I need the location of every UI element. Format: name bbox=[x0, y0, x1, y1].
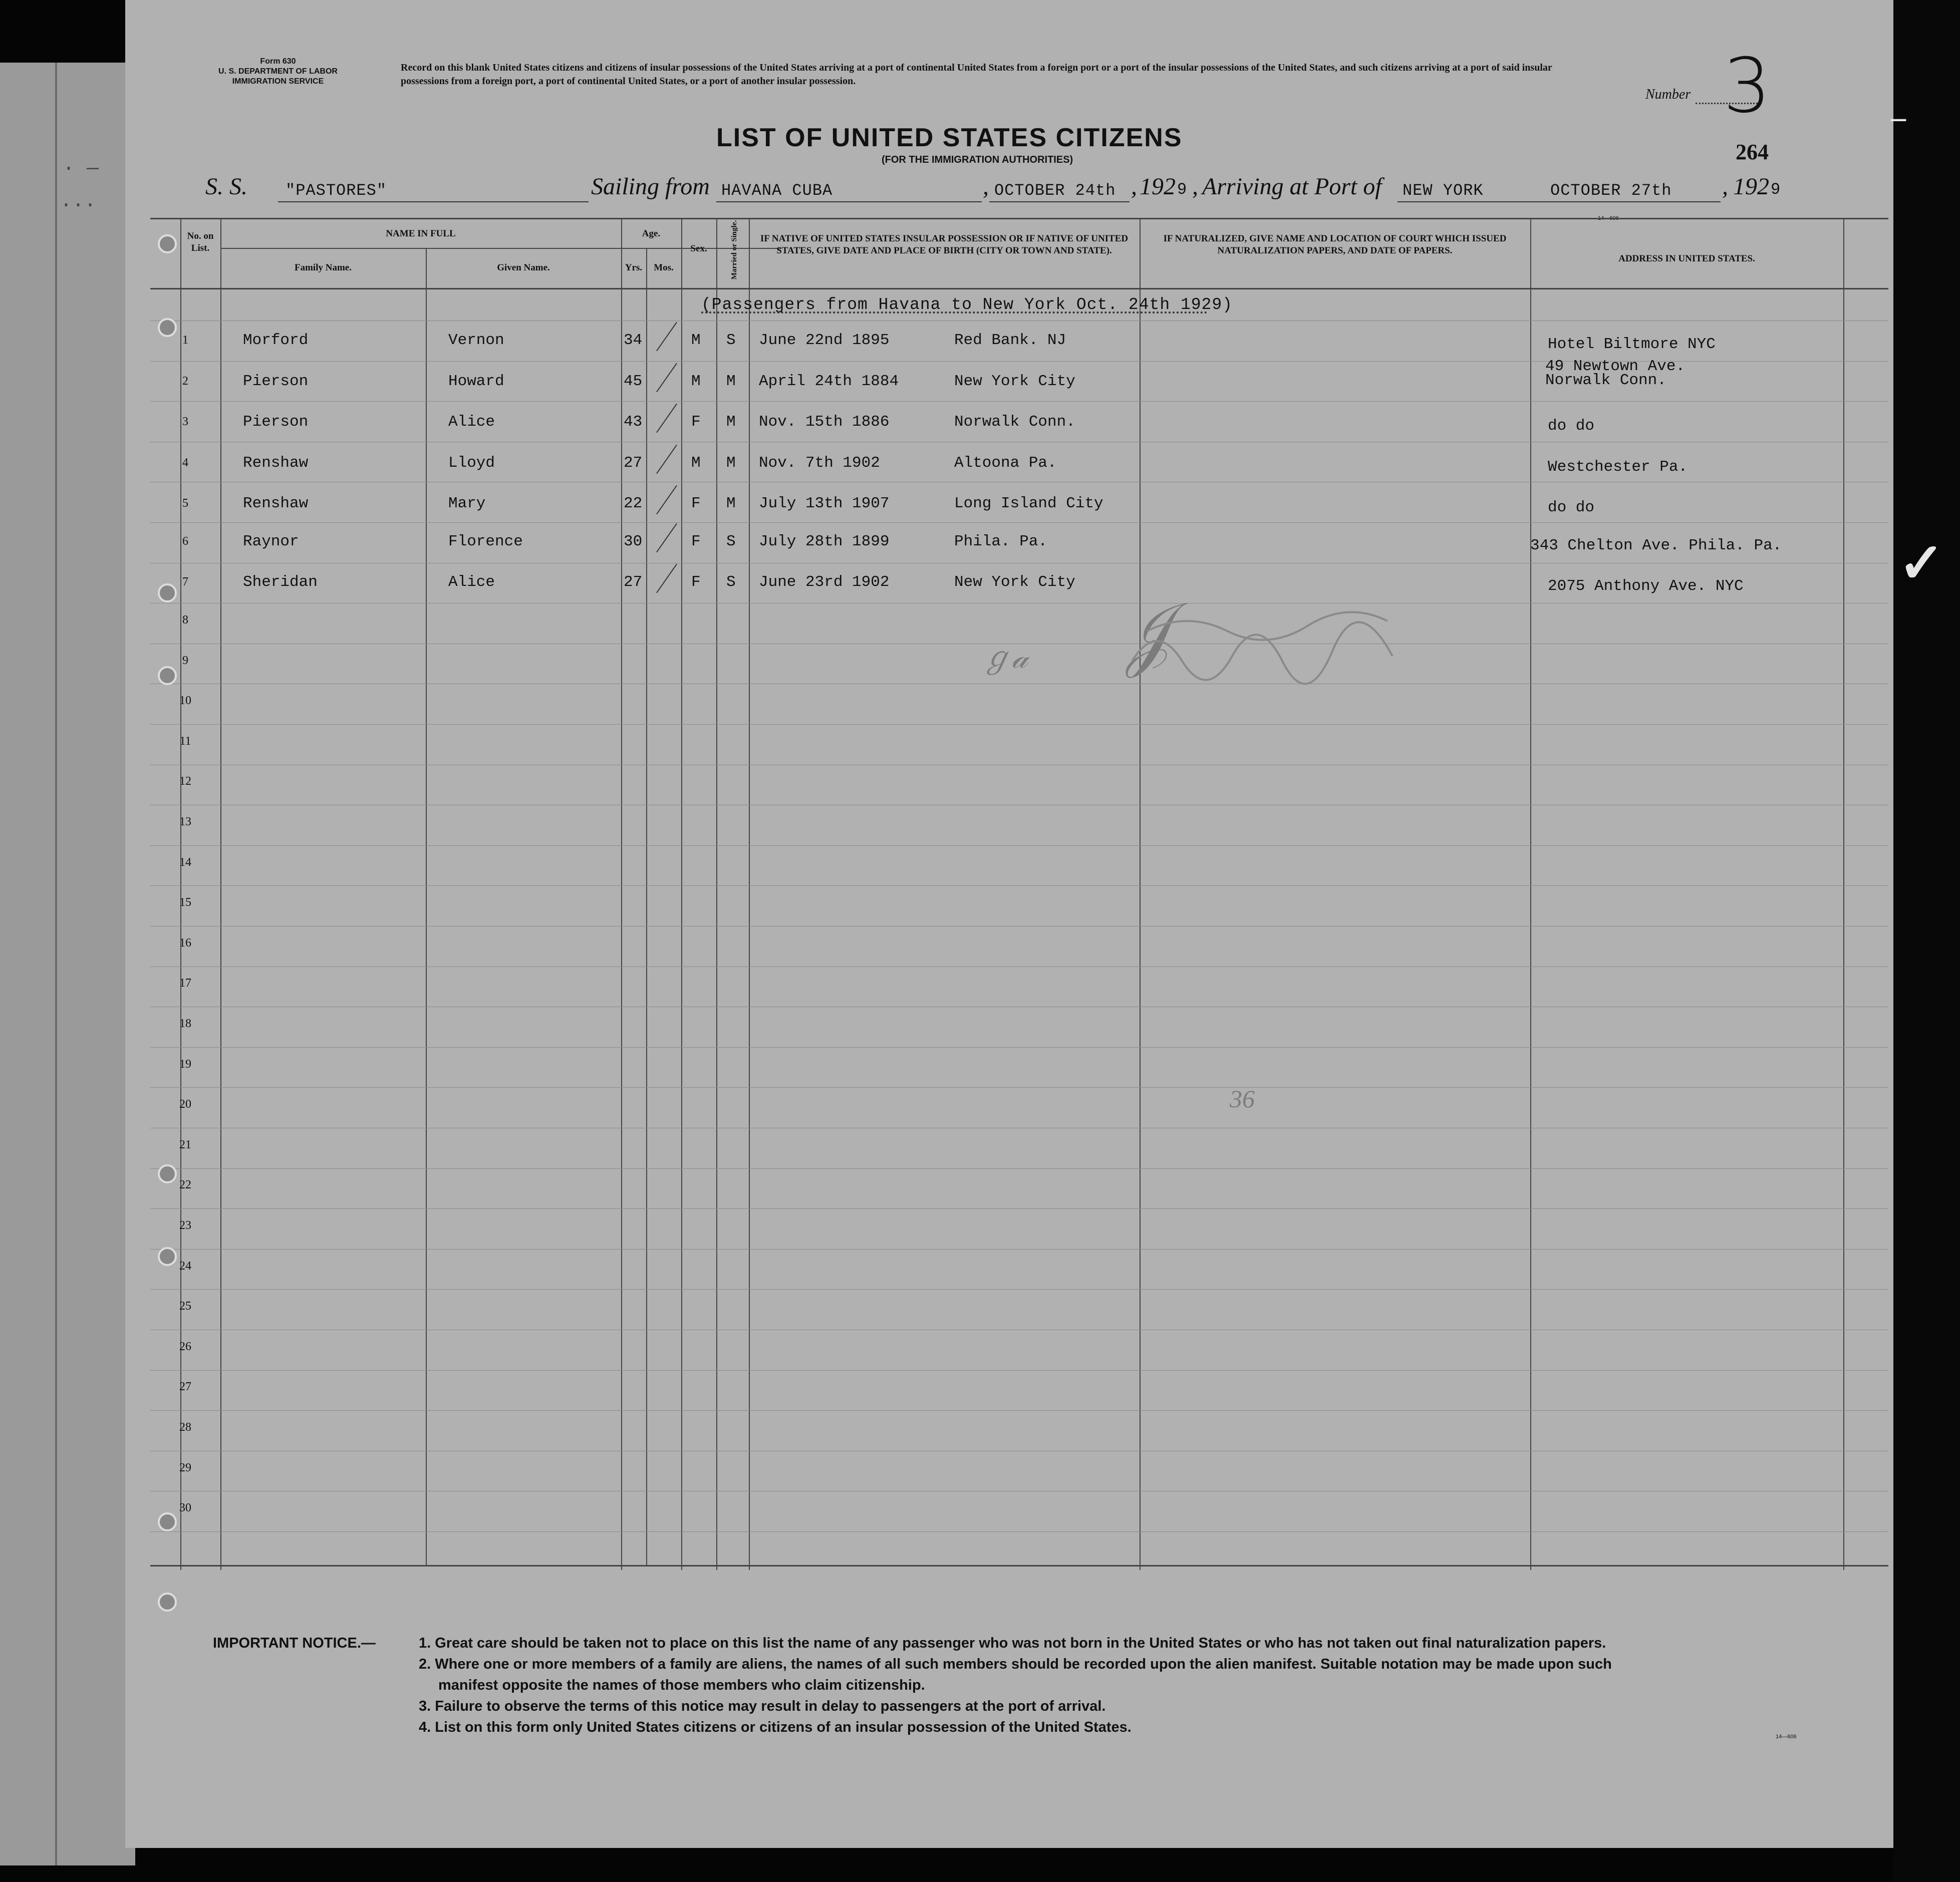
row-number: 7 bbox=[182, 575, 188, 588]
sailing-date: OCTOBER 24th bbox=[994, 181, 1116, 200]
age-years: 34 bbox=[624, 332, 643, 349]
birth-date: April 24th 1884 bbox=[759, 373, 899, 390]
age-years: 27 bbox=[624, 573, 643, 591]
row-rule bbox=[150, 1531, 1888, 1532]
notice-item-1: 1. Great care should be taken not to place on this list the name of any passenger who was not born in the United States or who has not taken out final naturalization papers. bbox=[419, 1635, 1606, 1651]
punch-hole bbox=[158, 583, 177, 602]
record-instructions: Record on this blank United States citizens and citizens of insular possessions of the United States arriving at a port of continental United States from a foreign port or a port of the insular possessions of the United States, and such citizens arriving at a port of said insular possessions from a foreign port, a port of continental United States, or a port of another insular possession. bbox=[401, 62, 1552, 87]
note-dotted-line bbox=[701, 311, 1207, 313]
notice-item-2-cont: manifest opposite the names of those members who claim citizenship. bbox=[438, 1677, 925, 1693]
punch-hole bbox=[158, 1247, 177, 1266]
address: do do bbox=[1548, 499, 1595, 516]
age-years: 43 bbox=[624, 413, 643, 431]
birth-place: Altoona Pa. bbox=[954, 454, 1057, 472]
header-sex: Sex. bbox=[690, 243, 707, 254]
row-number: 3 bbox=[182, 415, 188, 428]
header-address: ADDRESS IN UNITED STATES. bbox=[1618, 253, 1755, 264]
sex: M bbox=[691, 373, 701, 390]
marital-status: S bbox=[726, 533, 736, 550]
address: 49 Newtown Ave. bbox=[1545, 358, 1686, 375]
sex: M bbox=[691, 454, 701, 472]
header-mos: Mos. bbox=[654, 262, 674, 273]
punch-hole bbox=[158, 1512, 177, 1531]
given-name: Alice bbox=[448, 573, 495, 591]
given-name: Alice bbox=[448, 413, 495, 431]
ship-name: "PASTORES" bbox=[286, 181, 387, 200]
row-rule bbox=[150, 1370, 1888, 1371]
pencil-signature: 𝒥 bbox=[1115, 593, 1177, 679]
age-years: 22 bbox=[624, 495, 643, 512]
row-number: 8 bbox=[182, 613, 188, 626]
row-number: 21 bbox=[179, 1138, 191, 1151]
birth-date: Nov. 15th 1886 bbox=[759, 413, 890, 431]
row-number: 14 bbox=[179, 855, 191, 869]
row-rule bbox=[150, 1168, 1888, 1169]
row-number: 16 bbox=[179, 936, 191, 950]
row-rule bbox=[150, 724, 1888, 725]
row-number: 15 bbox=[179, 896, 191, 909]
row-number: 28 bbox=[179, 1421, 191, 1434]
address: 2075 Anthony Ave. NYC bbox=[1548, 577, 1744, 595]
given-name: Mary bbox=[448, 495, 486, 512]
marital-status: M bbox=[726, 413, 736, 431]
punch-hole bbox=[158, 1164, 177, 1183]
pencil-scribble bbox=[1127, 601, 1428, 686]
row-number: 6 bbox=[182, 535, 188, 548]
address-line-2: Norwalk Conn. bbox=[1545, 372, 1666, 389]
age-years: 30 bbox=[624, 533, 643, 550]
birth-date: June 23rd 1902 bbox=[759, 573, 890, 591]
sex: F bbox=[691, 413, 701, 431]
row-number: 10 bbox=[179, 694, 191, 708]
passenger-note: (Passengers from Havana to New York Oct. 24th 1929) bbox=[701, 295, 1233, 314]
birth-place: Red Bank. NJ bbox=[954, 332, 1066, 349]
row-number: 25 bbox=[179, 1300, 191, 1313]
given-name: Lloyd bbox=[448, 454, 495, 472]
marital-status: M bbox=[726, 495, 736, 512]
birth-date: July 28th 1899 bbox=[759, 533, 890, 550]
row-rule bbox=[150, 401, 1888, 402]
family-name: Renshaw bbox=[243, 495, 309, 512]
row-number: 20 bbox=[179, 1098, 191, 1111]
birth-date: Nov. 7th 1902 bbox=[759, 454, 880, 472]
row-rule bbox=[150, 1047, 1888, 1048]
page-subtitle: (FOR THE IMMIGRATION AUTHORITIES) bbox=[882, 154, 1073, 165]
marital-status: S bbox=[726, 332, 736, 349]
arrival-date: OCTOBER 27th bbox=[1550, 181, 1672, 200]
sex: M bbox=[691, 332, 701, 349]
given-name: Florence bbox=[448, 533, 523, 550]
family-name: Sheridan bbox=[243, 573, 318, 591]
row-rule bbox=[150, 1208, 1888, 1209]
arriving-label: Arriving at Port of bbox=[1202, 173, 1382, 200]
form-identifier: Form 630 U. S. DEPARTMENT OF LABOR IMMIGRATION SERVICE bbox=[218, 57, 338, 86]
port-of-departure: HAVANA CUBA bbox=[721, 181, 833, 200]
address: Westchester Pa. bbox=[1548, 458, 1688, 476]
family-name: Raynor bbox=[243, 533, 299, 550]
sailing-year-prefix: 192 bbox=[1140, 173, 1176, 200]
birth-place: Phila. Pa. bbox=[954, 533, 1048, 550]
sailing-label: Sailing from bbox=[591, 173, 710, 200]
row-rule bbox=[150, 522, 1888, 523]
punch-hole bbox=[158, 1593, 177, 1612]
row-number: 19 bbox=[179, 1057, 191, 1071]
header-yrs: Yrs. bbox=[625, 262, 643, 273]
sex: F bbox=[691, 533, 701, 550]
birth-date: July 13th 1907 bbox=[759, 495, 890, 512]
row-number: 26 bbox=[179, 1340, 191, 1353]
port-of-arrival: NEW YORK bbox=[1403, 181, 1484, 200]
row-number: 1 bbox=[182, 334, 188, 347]
notice-item-2: 2. Where one or more members of a family are aliens, the names of all such members should be recorded upon the alien manifest. Suitable notation may be made upon such bbox=[419, 1656, 1612, 1672]
family-name: Morford bbox=[243, 332, 309, 349]
punch-hole bbox=[158, 318, 177, 337]
notice-label: IMPORTANT NOTICE.— bbox=[213, 1635, 376, 1651]
row-number: 30 bbox=[179, 1501, 191, 1515]
number-label: Number bbox=[1645, 87, 1691, 102]
row-number: 27 bbox=[179, 1380, 191, 1394]
list-number: 3 bbox=[1723, 43, 1771, 130]
arrival-year-prefix: 192 bbox=[1733, 173, 1769, 200]
address: do do bbox=[1548, 417, 1595, 435]
header-naturalized: IF NATURALIZED, GIVE NAME AND LOCATION OF COURT WHICH ISSUED NATURALIZATION PAPERS, AND DATE OF PAPERS. bbox=[1163, 233, 1507, 256]
sex: F bbox=[691, 495, 701, 512]
row-number: 23 bbox=[179, 1219, 191, 1232]
address: 343 Chelton Ave. Phila. Pa. bbox=[1530, 537, 1782, 554]
row-number: 24 bbox=[179, 1259, 191, 1273]
header-family-name: Family Name. bbox=[295, 262, 352, 273]
row-number: 2 bbox=[182, 375, 188, 388]
row-number: 13 bbox=[179, 815, 191, 828]
row-number: 5 bbox=[182, 497, 188, 510]
header-married-single: Married or Single. bbox=[730, 220, 738, 280]
age-years: 27 bbox=[624, 454, 643, 472]
notice-item-3: 3. Failure to observe the terms of this notice may result in delay to passengers at the port of arrival. bbox=[419, 1698, 1106, 1714]
family-name: Renshaw bbox=[243, 454, 309, 472]
row-number: 18 bbox=[179, 1017, 191, 1030]
marital-status: M bbox=[726, 454, 736, 472]
row-number: 29 bbox=[179, 1461, 191, 1474]
row-number: 12 bbox=[179, 775, 191, 788]
birth-place: Long Island City bbox=[954, 495, 1103, 512]
row-rule bbox=[150, 1289, 1888, 1290]
scan-border-right bbox=[1893, 0, 1960, 1882]
family-name: Pierson bbox=[243, 373, 309, 390]
sailing-year-digit: 9 bbox=[1177, 180, 1188, 199]
row-number: 17 bbox=[179, 977, 191, 990]
header-name-in-full: NAME IN FULL bbox=[386, 228, 456, 239]
page-title: LIST OF UNITED STATES CITIZENS bbox=[716, 123, 1183, 152]
underlying-page bbox=[0, 63, 135, 1865]
print-code-bottom: 14—606 bbox=[1776, 1734, 1797, 1740]
age-years: 45 bbox=[624, 373, 643, 390]
sex: F bbox=[691, 573, 701, 591]
birth-date: June 22nd 1895 bbox=[759, 332, 890, 349]
pencil-annotation: 36 bbox=[1230, 1085, 1255, 1113]
header-no-on-list: No. on List. bbox=[187, 231, 214, 253]
header-birth: IF NATIVE OF UNITED STATES INSULAR POSSESSION OR IF NATIVE OF UNITED STATES, GIVE DATE AND PLACE OF BIRTH (CITY OR TOWN AND STATE). bbox=[760, 233, 1129, 256]
row-number: 4 bbox=[182, 456, 188, 469]
pencil-mark: ℊ𝒶 bbox=[982, 641, 1028, 674]
address: Hotel Biltmore NYC bbox=[1548, 336, 1716, 353]
marital-status: S bbox=[726, 573, 736, 591]
row-number: 9 bbox=[182, 654, 188, 667]
row-number: 11 bbox=[179, 734, 191, 748]
edge-mark: ✓ bbox=[1898, 533, 1945, 594]
ss-label: S. S. bbox=[205, 173, 247, 200]
row-rule bbox=[150, 1087, 1888, 1088]
print-code: 14—606 bbox=[1598, 215, 1619, 221]
row-rule bbox=[150, 885, 1888, 886]
birth-place: New York City bbox=[954, 573, 1075, 591]
given-name: Howard bbox=[448, 373, 504, 390]
marital-status: M bbox=[726, 373, 736, 390]
arrival-year-digit: 9 bbox=[1771, 180, 1781, 199]
page-number: 264 bbox=[1736, 140, 1769, 164]
header-age: Age. bbox=[642, 228, 661, 239]
row-rule bbox=[150, 845, 1888, 846]
row-rule bbox=[150, 1410, 1888, 1411]
row-number: 22 bbox=[179, 1178, 191, 1192]
birth-place: Norwalk Conn. bbox=[954, 413, 1075, 431]
notice-item-4: 4. List on this form only United States citizens or citizens of an insular possession of the United States. bbox=[419, 1719, 1132, 1735]
family-name: Pierson bbox=[243, 413, 309, 431]
punch-hole bbox=[158, 666, 177, 685]
edge-mark: – bbox=[1891, 101, 1906, 134]
given-name: Vernon bbox=[448, 332, 504, 349]
birth-place: New York City bbox=[954, 373, 1075, 390]
header-given-name: Given Name. bbox=[497, 262, 550, 273]
punch-hole bbox=[158, 234, 177, 253]
